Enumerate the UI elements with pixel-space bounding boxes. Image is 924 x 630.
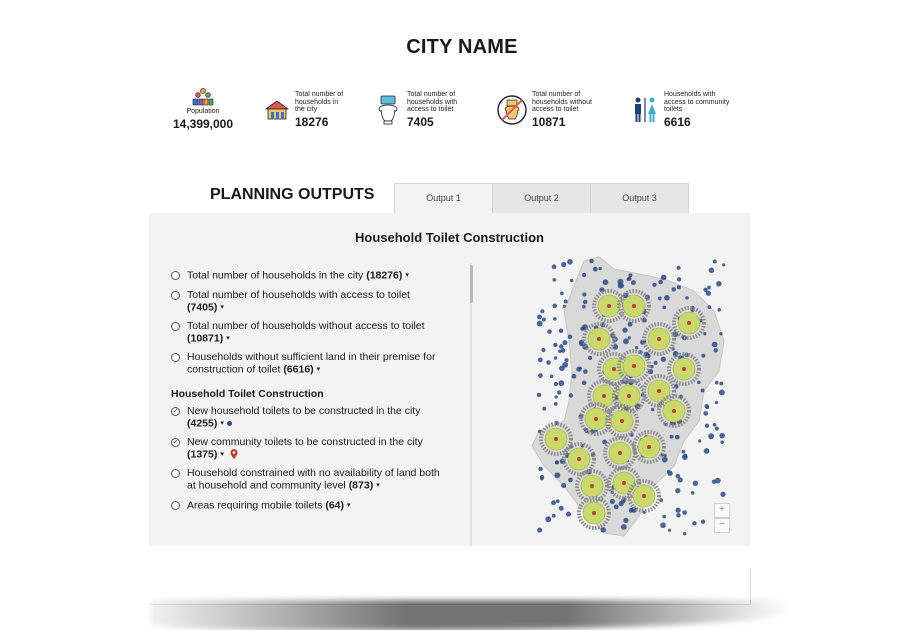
map-pin-icon [642, 494, 646, 498]
household-dot [678, 477, 683, 482]
stat-label: Total number of households with access to toilet [407, 91, 458, 113]
legend-dot-icon [227, 421, 232, 426]
map-pin-icon [620, 419, 624, 423]
household-dot [545, 516, 551, 522]
radio-button[interactable] [171, 501, 180, 510]
output-panel [149, 213, 750, 546]
layer-option[interactable] [171, 270, 447, 282]
household-dot [675, 508, 680, 513]
scrollbar[interactable] [470, 265, 473, 303]
household-dot [668, 529, 671, 532]
option-count: (6616) [283, 363, 314, 376]
household-dot [557, 390, 561, 394]
household-dot [677, 277, 681, 281]
household-dot [617, 279, 623, 285]
people-icon [191, 88, 215, 106]
household-dot [579, 367, 582, 370]
household-dot [613, 344, 618, 349]
household-dot [693, 481, 698, 486]
household-dot [537, 315, 542, 320]
stat-without-toilet [496, 91, 604, 129]
map-pin-icon [612, 367, 616, 371]
household-dot [623, 338, 629, 344]
map-pin-icon [682, 367, 686, 371]
option-label: New household toilets to be constructed in the city [187, 405, 421, 417]
household-dot [572, 374, 577, 379]
household-dot [677, 285, 681, 289]
household-dot [582, 273, 586, 277]
section-heading: Household Toilet Construction [171, 388, 324, 400]
household-dot [662, 457, 668, 463]
household-dot [716, 281, 722, 287]
page-title: CITY NAME [406, 36, 518, 58]
household-dot [715, 381, 719, 385]
household-dot [713, 348, 717, 352]
household-dot [542, 317, 546, 321]
household-dot [560, 291, 564, 295]
layer-option[interactable] [171, 321, 447, 345]
household-dot [662, 515, 666, 519]
household-dot [719, 433, 725, 439]
household-dot [550, 374, 554, 378]
household-dot [554, 356, 557, 359]
household-dot [720, 492, 725, 497]
household-dot [627, 277, 631, 281]
option-label: New community toilets to be constructed in the city [187, 436, 423, 448]
household-dot [619, 501, 624, 506]
radio-button-checked[interactable] [171, 438, 180, 447]
stat-households [265, 91, 349, 129]
household-dot [713, 259, 717, 263]
radio-button[interactable] [171, 469, 180, 478]
option-label: Households without sufficient land in their premise for construction of toilet [187, 351, 436, 376]
household-dot [709, 268, 715, 274]
tab-output-1[interactable]: Output 1 [394, 183, 493, 214]
tab-output-2[interactable]: Output 2 [493, 183, 591, 214]
household-dot [582, 305, 586, 309]
household-dot [683, 532, 687, 536]
household-dot [651, 408, 654, 411]
caret-down-icon[interactable]: ▾ [376, 481, 380, 489]
radio-button[interactable] [171, 322, 180, 331]
household-dot [675, 435, 680, 440]
household-dot [705, 424, 709, 428]
household-dot [661, 357, 666, 362]
zoom-in-button[interactable]: + [714, 503, 730, 518]
household-dot [570, 279, 574, 283]
household-dot [582, 293, 586, 297]
household-dot [565, 358, 569, 362]
household-dot [538, 373, 543, 378]
household-dot [660, 522, 666, 528]
household-dot [662, 305, 666, 309]
household-dot [719, 382, 723, 386]
household-dot [603, 279, 609, 285]
stat-with-toilet [376, 91, 471, 129]
zoom-out-button[interactable]: − [714, 518, 730, 533]
household-dot [718, 308, 722, 312]
household-dot [707, 305, 711, 309]
planning-title: PLANNING OUTPUTS [210, 186, 375, 203]
household-dot [553, 317, 557, 321]
household-dot [719, 332, 722, 335]
option-count: (64) [325, 499, 345, 512]
layer-option[interactable] [171, 437, 447, 461]
household-dot [583, 369, 588, 374]
household-dot [555, 460, 559, 464]
panel-title: Household Toilet Construction [355, 230, 544, 245]
household-dot [701, 520, 705, 524]
radio-button-checked[interactable] [171, 407, 180, 416]
household-dot [706, 291, 711, 296]
option-count: (4255) [187, 417, 218, 430]
stat-value: 14,399,000 [172, 116, 234, 131]
household-dot [677, 266, 681, 270]
household-dot [715, 401, 718, 404]
page-shadow [150, 600, 790, 630]
household-dot [553, 343, 557, 347]
radio-button[interactable] [171, 353, 180, 362]
household-dot [554, 472, 560, 478]
household-dot [658, 280, 663, 285]
household-dot [652, 283, 656, 287]
household-dot [667, 471, 672, 476]
household-dot [628, 336, 631, 339]
option-count: (7405) [187, 301, 218, 314]
household-dot [712, 342, 718, 348]
check-icon: ✓ [172, 439, 179, 446]
household-dot [701, 389, 705, 393]
option-label: Total number of households without access to toilet [187, 320, 425, 332]
household-dot [691, 491, 695, 495]
household-dot [561, 483, 566, 488]
household-dot [707, 286, 711, 290]
stat-value: 10871 [532, 114, 566, 129]
household-dot [708, 433, 714, 439]
household-dot [562, 362, 568, 368]
caret-down-icon[interactable]: ▾ [220, 419, 224, 427]
household-dot [568, 477, 573, 482]
household-dot [598, 267, 601, 270]
map-pin-icon [607, 304, 611, 308]
option-count: (18276) [366, 269, 403, 282]
option-count: (10871) [187, 332, 224, 345]
household-dot [658, 296, 662, 300]
option-label: Areas requiring mobile toilets [187, 499, 323, 512]
household-dot [552, 304, 557, 309]
household-dot [654, 361, 658, 365]
household-dot [671, 287, 675, 291]
option-count: (1375) [187, 448, 218, 461]
household-dot [703, 411, 708, 416]
household-dot [559, 344, 563, 348]
household-dot [541, 348, 545, 352]
household-dot [546, 360, 551, 365]
map-pin-icon [622, 481, 626, 485]
option-label: Household constrained with no availability of land both at household and community level [187, 467, 440, 492]
household-dot [566, 512, 571, 517]
household-dot [559, 328, 564, 333]
household-dot [623, 518, 628, 523]
household-dot [715, 478, 721, 484]
option-label: Total number of households in the city [187, 269, 364, 282]
layer-option[interactable] [171, 290, 447, 314]
map-pin-icon [657, 337, 661, 341]
household-dot [722, 263, 725, 266]
household-dot [705, 405, 709, 409]
household-dot [561, 262, 566, 267]
stat-value: 18276 [295, 114, 329, 129]
caret-down-icon[interactable]: ▾ [316, 365, 321, 373]
household-dot [537, 528, 542, 533]
household-dot [715, 426, 719, 430]
stat-community [632, 91, 732, 129]
household-dot [564, 299, 568, 303]
household-dot [681, 450, 685, 454]
house-icon [265, 100, 289, 120]
map-pin-icon [592, 511, 596, 515]
tab-output-3[interactable]: Output 3 [591, 183, 689, 214]
map-pin-icon [594, 417, 598, 421]
toilet-icon [376, 94, 400, 126]
household-dot [692, 521, 696, 525]
household-dot [538, 430, 541, 433]
caret-down-icon[interactable]: ▾ [220, 303, 224, 311]
household-dot [701, 354, 705, 358]
household-dot [602, 440, 607, 445]
caret-down-icon[interactable]: ▾ [347, 502, 351, 509]
stat-label: Total number of households in the city [295, 91, 344, 113]
household-dot [670, 435, 674, 439]
household-dot [621, 524, 627, 530]
layer-option[interactable] [171, 468, 447, 492]
caret-down-icon[interactable]: ▾ [220, 450, 224, 458]
household-dot [600, 527, 605, 532]
household-dot [588, 356, 592, 360]
map-pin-icon [632, 364, 636, 368]
household-dot [547, 329, 552, 334]
household-dot [580, 327, 584, 331]
household-dot [542, 407, 546, 411]
stat-population [171, 88, 235, 131]
household-dot [569, 393, 573, 397]
household-dot [614, 504, 619, 509]
map-pin-icon [602, 394, 606, 398]
stat-label: Total number of households without access to toilet [532, 91, 592, 113]
panel-divider [470, 263, 472, 546]
restroom-icon [632, 96, 658, 124]
household-dot [562, 340, 567, 345]
household-dot [664, 295, 670, 301]
household-dot [554, 382, 558, 386]
household-dot [563, 305, 566, 308]
household-dot [552, 278, 556, 282]
household-dot [676, 513, 680, 517]
household-dot [582, 381, 587, 386]
household-dot [635, 346, 638, 349]
map-pin-icon [627, 394, 631, 398]
household-dot [552, 264, 557, 269]
stat-value: 6616 [664, 114, 691, 129]
household-dot [538, 358, 543, 363]
check-icon: ✓ [172, 408, 179, 415]
map-pin-icon [657, 389, 661, 393]
household-dot [561, 348, 566, 353]
household-dot [583, 300, 588, 305]
layer-option[interactable] [171, 500, 447, 512]
household-dot [697, 381, 700, 384]
household-dot [675, 488, 680, 493]
map-pin-icon [577, 457, 581, 461]
output-tabs [394, 183, 689, 214]
map-pin-icon [632, 304, 636, 308]
household-dot [685, 296, 689, 300]
household-dot [538, 467, 542, 471]
household-dot [540, 309, 544, 313]
household-dot [704, 448, 710, 454]
household-dot [537, 393, 541, 397]
household-dot [713, 423, 717, 427]
option-count: (873) [348, 479, 374, 492]
no-toilet-icon [496, 94, 528, 126]
household-dot [567, 259, 573, 265]
household-dot [568, 335, 573, 340]
household-dot [551, 500, 556, 505]
stat-label: Population [186, 108, 220, 115]
map-pin-icon [554, 437, 558, 441]
city-map[interactable] [524, 251, 744, 543]
household-dot [589, 259, 593, 263]
household-dot [554, 402, 558, 406]
option-label: Total number of households with access to toilet [187, 289, 410, 301]
caret-down-icon[interactable]: ▾ [226, 334, 230, 342]
layer-option[interactable] [171, 406, 447, 430]
caret-down-icon[interactable]: ▾ [405, 272, 409, 279]
map-pin-icon [230, 449, 238, 459]
household-dot [661, 275, 667, 281]
household-dot [698, 439, 701, 442]
map-pin-icon [687, 321, 691, 325]
household-dot [703, 332, 706, 335]
household-dot [682, 510, 687, 515]
map-pin-icon [618, 451, 622, 455]
household-dot [593, 267, 598, 272]
household-dot [556, 499, 560, 503]
household-dot [610, 499, 615, 504]
household-dot [554, 395, 557, 398]
household-dot [720, 440, 724, 444]
map-pin-icon [597, 337, 601, 341]
household-dot [622, 327, 627, 332]
map-pin-icon [672, 409, 676, 413]
household-dot [558, 380, 564, 386]
household-dot [719, 389, 725, 395]
household-dot [682, 454, 688, 460]
household-dot [552, 514, 556, 518]
radio-button[interactable] [171, 291, 180, 300]
household-dot [540, 477, 543, 480]
household-dot [559, 506, 564, 511]
household-dot [631, 280, 636, 285]
stat-label: Households with access to community toilets [664, 91, 730, 113]
radio-button[interactable] [171, 271, 180, 280]
map-pin-icon [647, 445, 651, 449]
map-pin-icon [590, 484, 594, 488]
household-dot [537, 321, 543, 327]
layer-option[interactable] [171, 352, 447, 376]
stat-value: 7405 [407, 114, 434, 129]
